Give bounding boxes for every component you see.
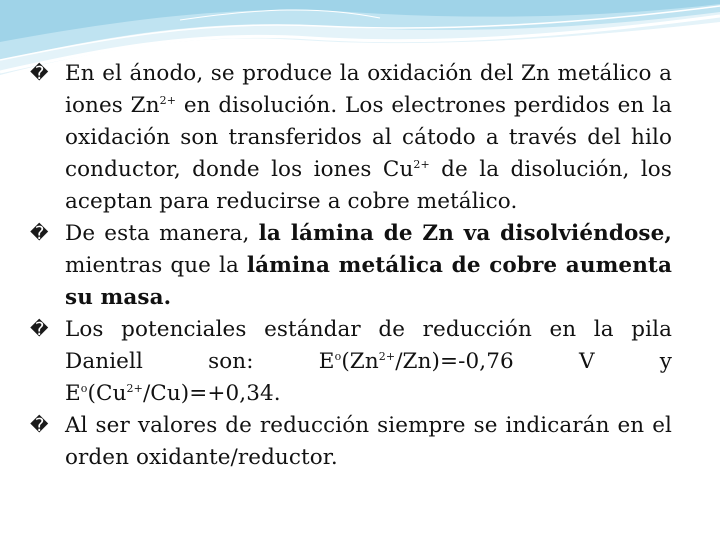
superscript-standard: o [334,350,342,363]
bullet-icon: � [30,223,49,244]
text-segment: mientras que la [65,253,247,278]
paragraph-anode-oxidation [30,58,672,218]
paragraph-standard-potentials [30,314,672,410]
superscript-charge: 2+ [378,350,396,363]
text-segment: /Zn)=-0,76 V y [395,349,673,374]
superscript-charge: 2+ [159,94,177,107]
slide-content [30,58,672,474]
text-segment: En el ánodo, se produce la oxidación del Zn metálico a iones Zn [65,61,672,118]
text-segment: /Cu)=+0,34. [142,381,281,406]
superscript-charge: 2+ [126,382,143,395]
potentials-line [65,314,672,378]
paragraph-zinc-dissolves [30,218,672,314]
text-segment: de la disolución, los aceptan para reducirse a cobre metálico. [65,157,672,214]
text-segment: Los potenciales estándar de reducción en la pila Daniell son: E [65,317,672,374]
text-segment: E [65,381,81,406]
text-segment: (Zn [341,349,379,374]
bullet-icon: � [30,63,49,84]
bold-text-segment: lámina metálica de cobre aumenta su masa. [65,253,672,310]
text-segment: (Cu [87,381,127,406]
paragraph-reduction-notation [30,410,672,474]
bullet-icon: � [30,415,49,436]
text-segment: De esta manera, [65,221,259,246]
superscript-charge: 2+ [413,158,430,171]
text-segment: Al ser valores de reducción siempre se indicarán en el orden oxidante/reductor. [65,413,672,470]
text-segment: en disolución. Los electrones perdidos en la oxidación son transferidos al cátodo a través del hilo conductor, donde los iones Cu [65,93,672,182]
bold-text-segment: la lámina de Zn va disolviéndose, [258,221,672,246]
bullet-icon: � [30,319,49,340]
superscript-standard: o [80,382,88,395]
